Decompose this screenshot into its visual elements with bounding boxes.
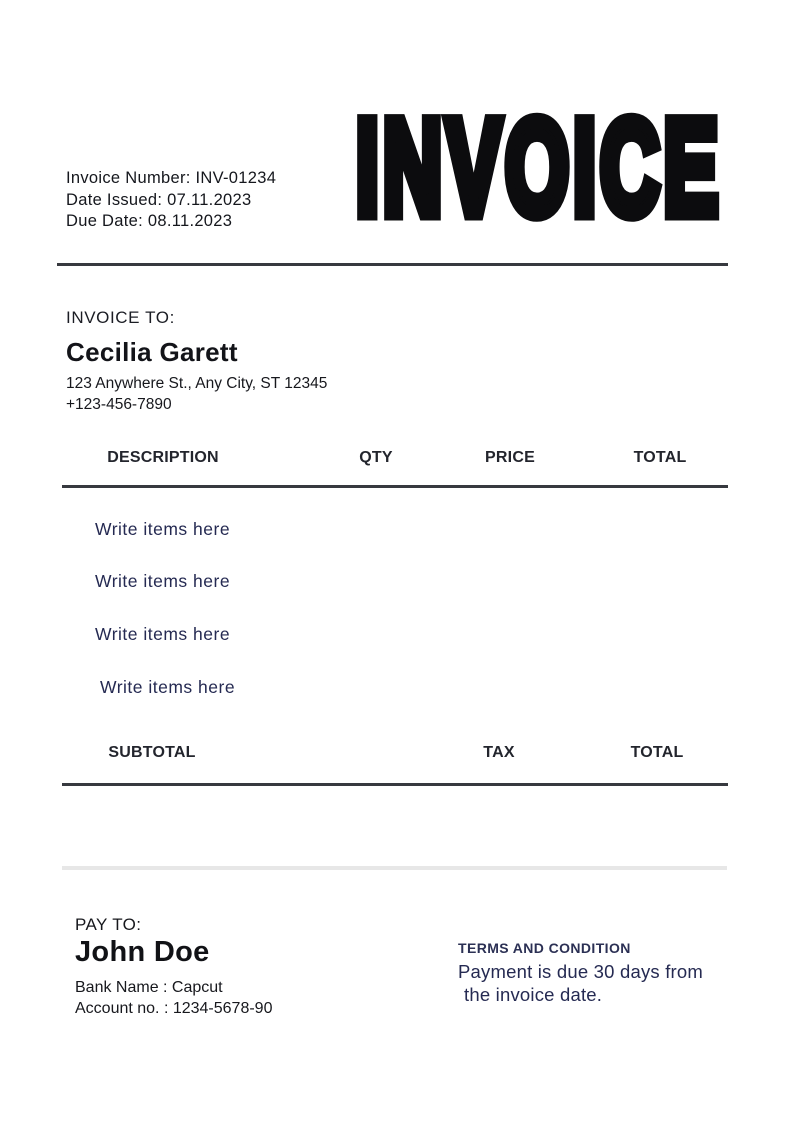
invoice-number-line: Invoice Number: INV-01234 bbox=[66, 169, 277, 187]
client-name: Cecilia Garett bbox=[66, 337, 238, 367]
invoice-meta bbox=[66, 168, 276, 233]
footer-divider bbox=[62, 866, 727, 870]
invoice-to-heading: INVOICE TO: bbox=[66, 308, 175, 327]
column-header-qty: QTY bbox=[359, 449, 393, 466]
column-header-price: PRICE bbox=[485, 449, 535, 466]
date-issued-line: Date Issued: 07.11.2023 bbox=[66, 190, 252, 209]
account-number-line: Account no. : 1234-5678-90 bbox=[75, 1000, 273, 1017]
client-phone: +123-456-7890 bbox=[66, 396, 172, 413]
bank-name-line: Bank Name : Capcut bbox=[75, 979, 223, 996]
invoice-title bbox=[355, 107, 726, 222]
header-divider bbox=[57, 263, 728, 266]
totals-divider bbox=[62, 783, 728, 786]
invoice-title-svg bbox=[355, 107, 726, 222]
item-row-placeholder: Write items here bbox=[95, 519, 231, 539]
client-address: 123 Anywhere St., Any City, ST 12345 bbox=[66, 375, 328, 392]
pay-to-heading: PAY TO: bbox=[75, 915, 142, 934]
due-date-line: Due Date: 08.11.2023 bbox=[66, 212, 233, 230]
subtotal-label: SUBTOTAL bbox=[108, 744, 196, 761]
item-row-placeholder: Write items here bbox=[95, 571, 231, 591]
invoice-title-text: INVOICE bbox=[355, 107, 723, 222]
column-header-total: TOTAL bbox=[633, 449, 687, 466]
column-header-description: DESCRIPTION bbox=[107, 449, 219, 466]
item-row-placeholder: Write items here bbox=[95, 624, 231, 644]
table-header-divider bbox=[62, 485, 728, 488]
total-label: TOTAL bbox=[630, 744, 684, 761]
terms-heading: TERMS AND CONDITION bbox=[458, 940, 631, 956]
terms-line-2: the invoice date. bbox=[464, 984, 603, 1005]
terms-line-1: Payment is due 30 days from bbox=[458, 961, 703, 982]
payee-name: John Doe bbox=[75, 936, 210, 968]
item-row-placeholder: Write items here bbox=[100, 677, 236, 697]
tax-label: TAX bbox=[483, 744, 515, 761]
